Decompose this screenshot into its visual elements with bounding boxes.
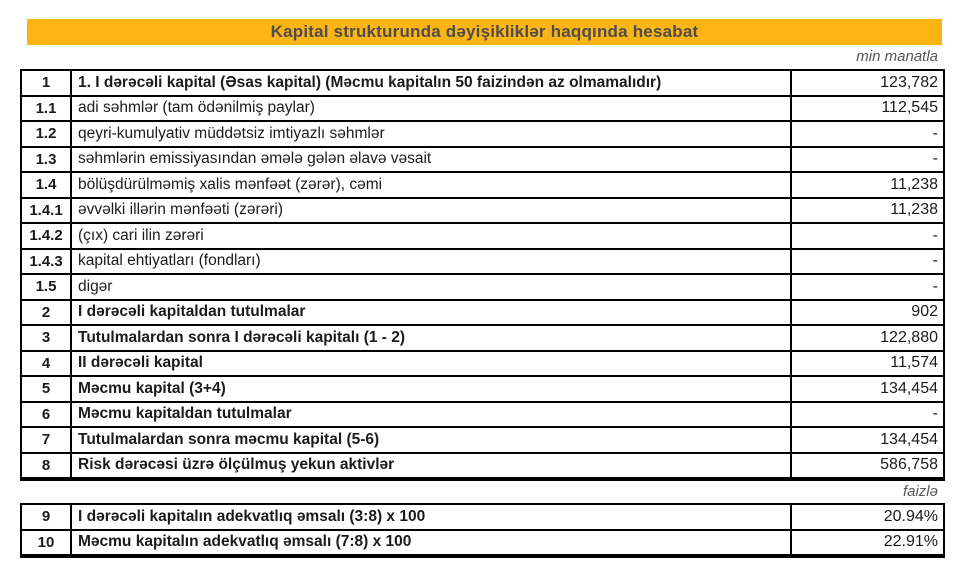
table-row — [22, 148, 943, 174]
table-row — [22, 275, 943, 301]
row-label-cell: Məcmu kapital (3+4) — [72, 377, 792, 401]
table-row — [22, 122, 943, 148]
table-row — [22, 250, 943, 276]
row-value-cell: 11,238 — [890, 175, 938, 193]
row-value-cell: - — [932, 252, 938, 270]
row-label-cell: Məcmu kapitalın adekvatlıq əmsalı (7:8) x 100 — [72, 531, 792, 555]
row-value-cell: 134,454 — [880, 379, 938, 397]
row-label-cell: Risk dərəcəsi üzrə ölçülmuş yekun aktivlər — [72, 454, 792, 478]
row-label-cell: I dərəcəli kapitalın adekvatlıq əmsalı (3:8) x 100 — [72, 505, 792, 529]
adequacy-ratios-table — [20, 503, 945, 558]
row-value-cell: 123,782 — [880, 73, 938, 91]
unit-note-faizle: faizlə — [902, 483, 938, 500]
row-label-cell: Məcmu kapitaldan tutulmalar — [72, 403, 792, 427]
row-number-cell: 7 — [22, 428, 72, 452]
table-row — [22, 377, 943, 403]
row-label-cell: qeyri-kumulyativ müddətsiz imtiyazlı səhmlər — [72, 122, 792, 146]
row-number-cell: 1.2 — [22, 122, 72, 146]
row-value-cell: - — [932, 277, 938, 295]
report-page — [0, 19, 966, 558]
row-number-cell: 1.1 — [22, 97, 72, 121]
row-value-cell: 902 — [911, 303, 938, 321]
row-number-cell: 9 — [22, 505, 72, 529]
row-number-cell: 1.4.1 — [22, 199, 72, 223]
report-title: Kapital strukturunda dəyişikliklər haqqında hesabat — [270, 22, 699, 41]
row-value-cell: - — [932, 124, 938, 142]
row-label-cell: 1. I dərəcəli kapital (Əsas kapital) (Məcmu kapitalın 50 faizindən az olmamalıdır) — [72, 71, 792, 95]
capital-structure-table — [20, 69, 945, 481]
row-number-cell: 4 — [22, 352, 72, 376]
row-value-cell: 20.94% — [883, 507, 938, 525]
row-label-cell: (çıx) cari ilin zərəri — [72, 224, 792, 248]
row-number-cell: 10 — [22, 531, 72, 555]
table-row — [22, 224, 943, 250]
row-value-cell: 11,574 — [890, 354, 938, 372]
report-title-banner — [27, 19, 942, 45]
row-value-cell: 134,454 — [880, 430, 938, 448]
row-value-cell: 586,758 — [880, 456, 938, 474]
row-value-cell: - — [932, 150, 938, 168]
table-row — [22, 428, 943, 454]
row-value-cell: 22.91% — [883, 533, 938, 551]
row-number-cell: 1.5 — [22, 275, 72, 299]
row-label-cell: II dərəcəli kapital — [72, 352, 792, 376]
row-number-cell: 1.3 — [22, 148, 72, 172]
row-number-cell: 1.4 — [22, 173, 72, 197]
row-value-cell: 11,238 — [890, 201, 938, 219]
row-number-cell: 1 — [22, 71, 72, 95]
table-row — [22, 326, 943, 352]
row-label-cell: digər — [72, 275, 792, 299]
table-row — [22, 505, 943, 531]
table-row — [22, 531, 943, 557]
table-row — [22, 199, 943, 225]
unit-note-min-manatla: min manatla — [856, 48, 938, 65]
row-number-cell: 2 — [22, 301, 72, 325]
row-label-cell: bölüşdürülməmiş xalis mənfəət (zərər), cəmi — [72, 173, 792, 197]
row-label-cell: Tutulmalardan sonra məcmu kapital (5-6) — [72, 428, 792, 452]
table-row — [22, 71, 943, 97]
row-number-cell: 1.4.2 — [22, 224, 72, 248]
table-row — [22, 301, 943, 327]
row-value-cell: 112,545 — [881, 99, 938, 117]
row-value-cell: - — [932, 405, 938, 423]
row-label-cell: adi səhmlər (tam ödənilmiş paylar) — [72, 97, 792, 121]
table-row — [22, 173, 943, 199]
row-number-cell: 5 — [22, 377, 72, 401]
row-value-cell: 122,880 — [880, 328, 938, 346]
row-label-cell: Tutulmalardan sonra I dərəcəli kapitalı (1 - 2) — [72, 326, 792, 350]
row-number-cell: 6 — [22, 403, 72, 427]
row-label-cell: səhmlərin emissiyasından əmələ gələn əlavə vəsait — [72, 148, 792, 172]
row-label-cell: əvvəlki illərin mənfəəti (zərəri) — [72, 199, 792, 223]
table-row — [22, 403, 943, 429]
table-row — [22, 352, 943, 378]
row-value-cell: - — [932, 226, 938, 244]
table-row — [22, 454, 943, 480]
row-label-cell: kapital ehtiyatları (fondları) — [72, 250, 792, 274]
row-number-cell: 8 — [22, 454, 72, 478]
row-number-cell: 1.4.3 — [22, 250, 72, 274]
table-row — [22, 97, 943, 123]
row-number-cell: 3 — [22, 326, 72, 350]
row-label-cell: I dərəcəli kapitaldan tutulmalar — [72, 301, 792, 325]
